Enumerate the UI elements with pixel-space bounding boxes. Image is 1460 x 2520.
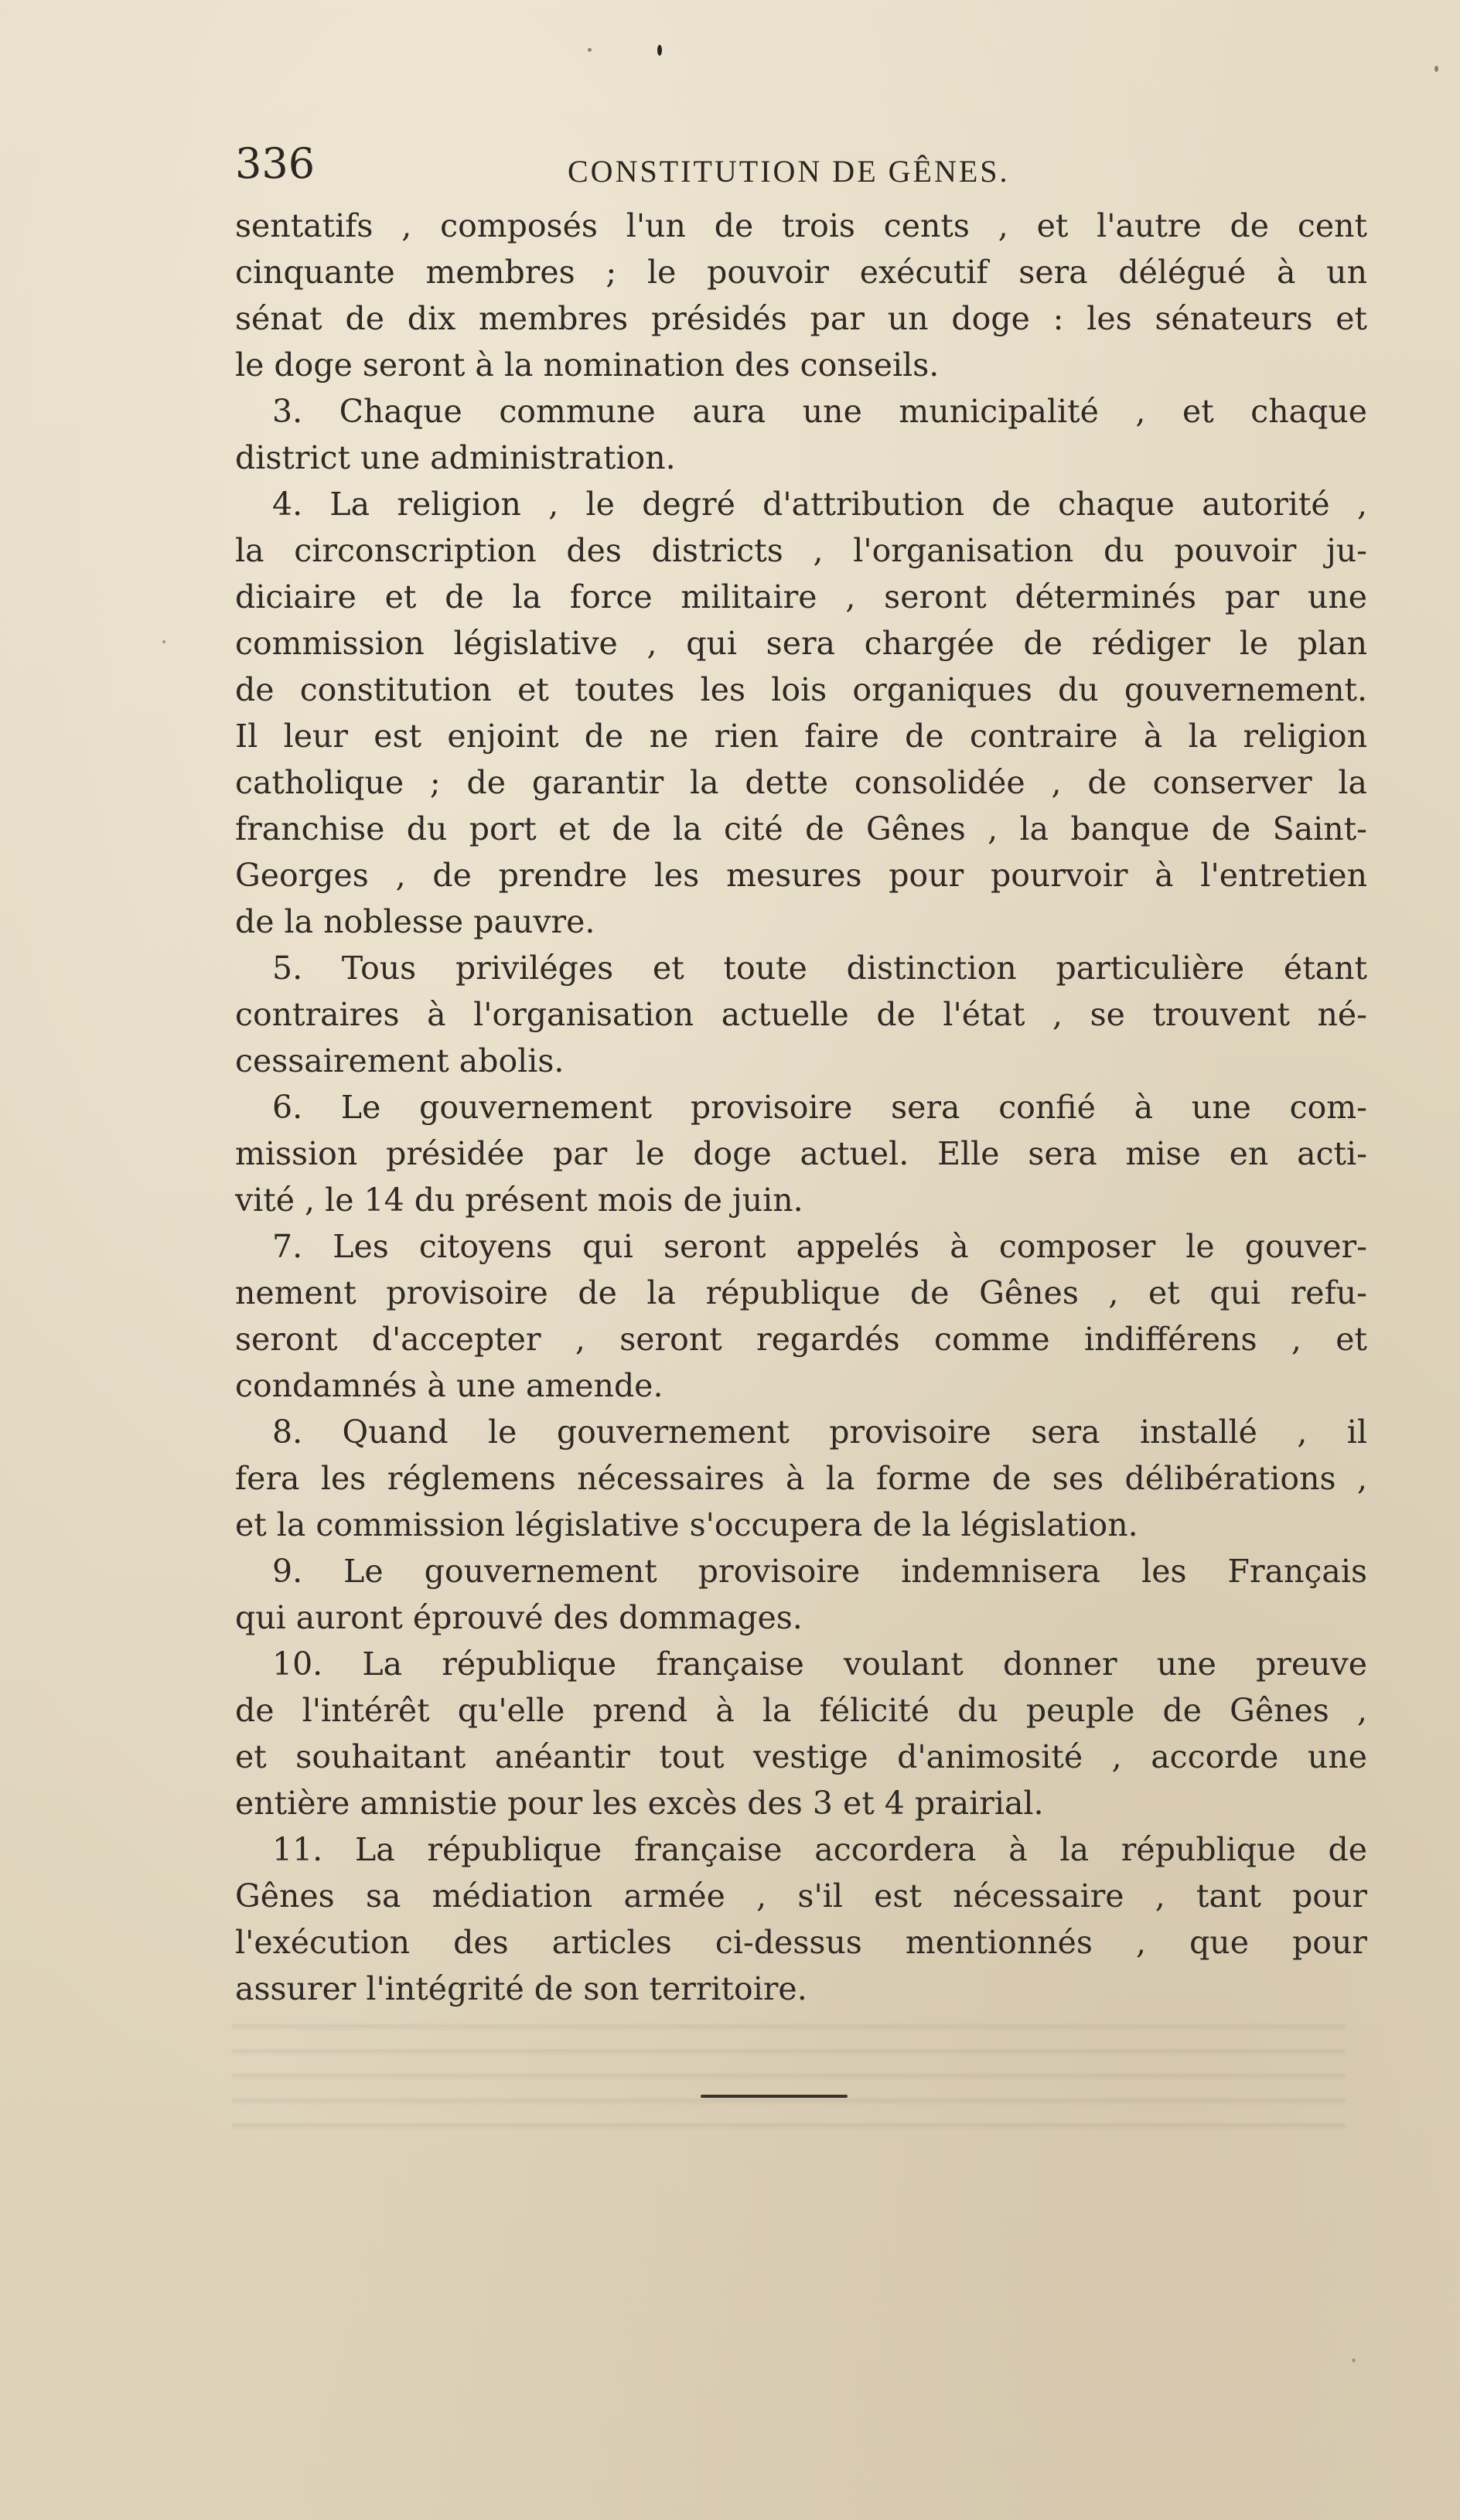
paper-speck (588, 48, 592, 52)
text-line: sénat de dix membres présidés par un doge : les sénateurs et (235, 300, 1367, 337)
text-line: fera les réglemens nécessaires à la forme de ses délibérations , (235, 1460, 1367, 1497)
running-title: CONSTITUTION DE GÊNES. (568, 154, 1010, 189)
page-header (235, 139, 1367, 193)
page-number: 336 (235, 139, 316, 188)
text-line: la circonscription des districts , l'organisation du pouvoir ju- (235, 532, 1367, 569)
text-line: district une administration. (235, 439, 676, 476)
bleed-through-shadow (232, 2007, 1346, 2146)
article-7-line: 7. Les citoyens qui seront appelés à composer le gouver- (272, 1228, 1367, 1265)
text-line: entière amnistie pour les excès des 3 et 4 prairial. (235, 1785, 1044, 1822)
text-line: commission législative , qui sera chargée de rédiger le plan (235, 625, 1367, 662)
text-line: et souhaitant anéantir tout vestige d'animosité , accorde une (235, 1738, 1367, 1775)
text-line: de la noblesse pauvre. (235, 903, 595, 940)
text-line: Il leur est enjoint de ne rien faire de contraire à la religion (235, 718, 1367, 755)
text-line: catholique ; de garantir la dette consolidée , de conserver la (235, 764, 1367, 801)
text-line: sentatifs , composés l'un de trois cents , et l'autre de cent (235, 207, 1367, 244)
text-line: franchise du port et de la cité de Gênes , la banque de Saint- (235, 810, 1367, 847)
article-4-line: 4. La religion , le degré d'attribution de chaque autorité , (272, 486, 1367, 523)
text-line: qui auront éprouvé des dommages. (235, 1599, 803, 1636)
text-line: mission présidée par le doge actuel. Elle sera mise en acti- (235, 1135, 1367, 1172)
article-6-line: 6. Le gouvernement provisoire sera confié à une com- (272, 1089, 1367, 1126)
text-line: condamnés à une amende. (235, 1367, 663, 1404)
text-line: nement provisoire de la république de Gênes , et qui refu- (235, 1274, 1367, 1311)
text-line: de constitution et toutes les lois organiques du gouvernement. (235, 671, 1367, 708)
text-line: cessairement abolis. (235, 1042, 565, 1079)
text-line: l'exécution des articles ci-dessus mentionnés , que pour (235, 1924, 1367, 1961)
article-8-line: 8. Quand le gouvernement provisoire sera installé , il (272, 1413, 1367, 1451)
paper-speck (162, 640, 165, 643)
article-10-line: 10. La république française voulant donner une preuve (272, 1645, 1367, 1683)
text-line: Gênes sa médiation armée , s'il est nécessaire , tant pour (235, 1877, 1367, 1915)
paper-speck (1434, 66, 1438, 72)
text-line: et la commission législative s'occupera de la législation. (235, 1506, 1138, 1543)
text-line: diciaire et de la force militaire , seront déterminés par une (235, 578, 1367, 616)
article-5-line: 5. Tous priviléges et toute distinction particulière étant (272, 950, 1367, 987)
text-line: de l'intérêt qu'elle prend à la félicité du peuple de Gênes , (235, 1692, 1367, 1729)
text-line: assurer l'intégrité de son territoire. (235, 1970, 807, 2007)
text-line: seront d'accepter , seront regardés comme indifférens , et (235, 1321, 1367, 1358)
text-line: Georges , de prendre les mesures pour pourvoir à l'entretien (235, 857, 1367, 894)
article-3-line: 3. Chaque commune aura une municipalité , et chaque (272, 393, 1367, 430)
body-text (235, 203, 1367, 2012)
paper-speck (1352, 2358, 1356, 2362)
article-11-line: 11. La république française accordera à la république de (272, 1831, 1367, 1868)
text-line: cinquante membres ; le pouvoir exécutif sera délégué à un (235, 254, 1367, 291)
text-line: le doge seront à la nomination des conseils. (235, 346, 940, 384)
text-line: vité , le 14 du présent mois de juin. (235, 1182, 803, 1219)
text-line: contraires à l'organisation actuelle de l'état , se trouvent né- (235, 996, 1367, 1033)
article-9-line: 9. Le gouvernement provisoire indemnisera les Français (272, 1553, 1367, 1590)
paper-speck (657, 45, 662, 56)
section-end-rule (701, 2095, 848, 2098)
